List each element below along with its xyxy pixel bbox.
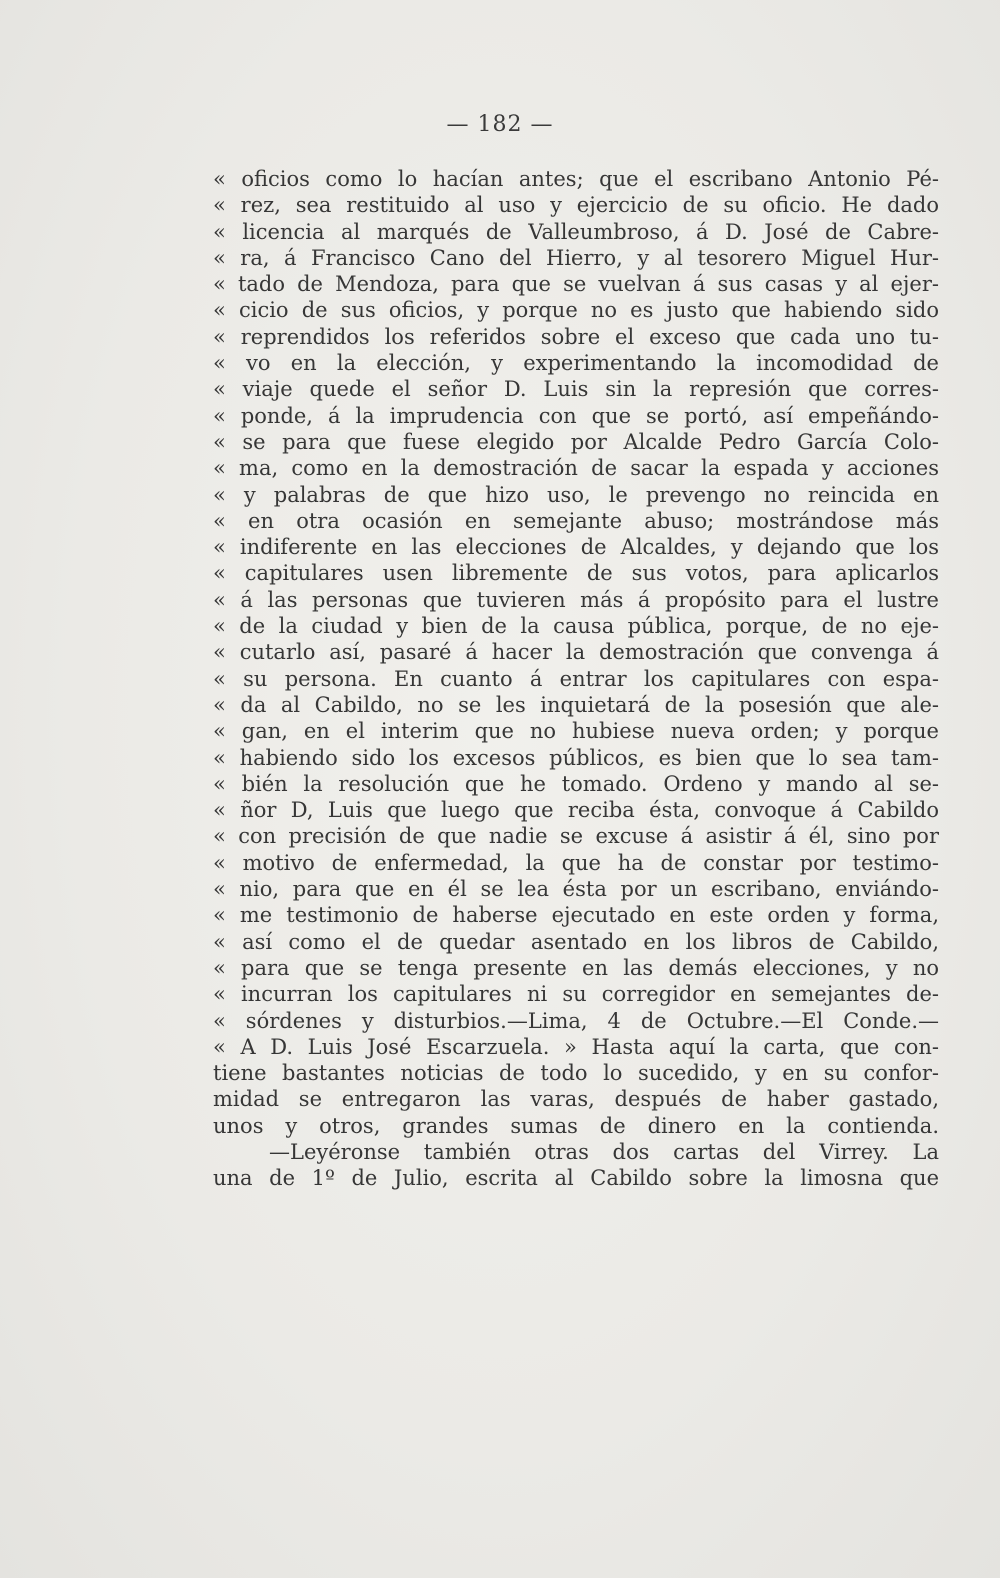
text-line: « rez, sea restituido al uso y ejercicio de su oficio. He dado bbox=[213, 193, 939, 218]
text-line: « sórdenes y disturbios.—Lima, 4 de Octubre.—El Conde.— bbox=[213, 1008, 939, 1033]
text-line: « vo en la elección, y experimentando la incomodidad de bbox=[213, 351, 939, 376]
page-number: — 182 — bbox=[446, 112, 554, 137]
text-line: « reprendidos los referidos sobre el exceso que cada uno tu- bbox=[213, 324, 939, 349]
text-line: « de la ciudad y bien de la causa pública, porque, de no eje- bbox=[213, 614, 939, 639]
text-line: « y palabras de que hizo uso, le prevengo no reincida en bbox=[213, 482, 939, 507]
text-line: « en otra ocasión en semejante abuso; mostrándose más bbox=[213, 508, 939, 533]
text-line: « ma, como en la demostración de sacar la espada y acciones bbox=[213, 456, 939, 481]
text-line: « se para que fuese elegido por Alcalde Pedro García Colo- bbox=[213, 429, 939, 454]
text-line: midad se entregaron las varas, después de haber gastado, bbox=[213, 1087, 939, 1112]
text-line: « cicio de sus oficios, y porque no es justo que habiendo sido bbox=[213, 298, 939, 323]
text-line: tiene bastantes noticias de todo lo sucedido, y en su confor- bbox=[213, 1061, 939, 1086]
text-line: « ra, á Francisco Cano del Hierro, y al tesorero Miguel Hur- bbox=[213, 245, 939, 270]
text-line: una de 1º de Julio, escrita al Cabildo sobre la limosna que bbox=[213, 1166, 939, 1191]
text-line: « con precisión de que nadie se excuse á asistir á él, sino por bbox=[213, 824, 939, 849]
text-line: —Leyéronse también otras dos cartas del Virrey. La bbox=[269, 1139, 939, 1164]
text-line: « á las personas que tuvieren más á propósito para el lustre bbox=[213, 587, 939, 612]
text-line: « para que se tenga presente en las demás elecciones, y no bbox=[213, 955, 939, 980]
text-line: « me testimonio de haberse ejecutado en este orden y forma, bbox=[213, 903, 939, 928]
text-line: « oficios como lo hacían antes; que el escribano Antonio Pé- bbox=[213, 167, 939, 191]
text-line: « incurran los capitulares ni su corregidor en semejantes de- bbox=[213, 982, 939, 1007]
text-line: « licencia al marqués de Valleumbroso, á D. José de Cabre- bbox=[213, 219, 939, 244]
text-line: « motivo de enfermedad, la que ha de constar por testimo- bbox=[213, 850, 939, 875]
text-line: « su persona. En cuanto á entrar los capitulares con espa- bbox=[213, 666, 939, 691]
text-line: unos y otros, grandes sumas de dinero en la contienda. bbox=[213, 1113, 939, 1138]
body-text bbox=[213, 166, 939, 1192]
text-line: « ñor D, Luis que luego que reciba ésta, convoque á Cabildo bbox=[213, 798, 939, 823]
text-line: « habiendo sido los excesos públicos, es bien que lo sea tam- bbox=[213, 745, 939, 770]
text-line: « tado de Mendoza, para que se vuelvan á sus casas y al ejer- bbox=[213, 272, 939, 297]
text-line: « bién la resolución que he tomado. Ordeno y mando al se- bbox=[213, 771, 939, 796]
text-line: « nio, para que en él se lea ésta por un escribano, enviándo- bbox=[213, 877, 939, 902]
text-line: « cutarlo así, pasaré á hacer la demostración que convenga á bbox=[213, 640, 939, 665]
text-line: « así como el de quedar asentado en los libros de Cabildo, bbox=[213, 929, 939, 954]
text-line: « capitulares usen libremente de sus votos, para aplicarlos bbox=[213, 561, 939, 586]
text-line: « viaje quede el señor D. Luis sin la represión que corres- bbox=[213, 377, 939, 402]
text-line: « A D. Luis José Escarzuela. » Hasta aquí la carta, que con- bbox=[213, 1034, 939, 1059]
text-line: « da al Cabildo, no se les inquietará de la posesión que ale- bbox=[213, 692, 939, 717]
text-line: « gan, en el interim que no hubiese nueva orden; y porque bbox=[213, 719, 939, 744]
text-line: « indiferente en las elecciones de Alcaldes, y dejando que los bbox=[213, 535, 939, 560]
text-line: « ponde, á la imprudencia con que se portó, así empeñándo- bbox=[213, 403, 939, 428]
